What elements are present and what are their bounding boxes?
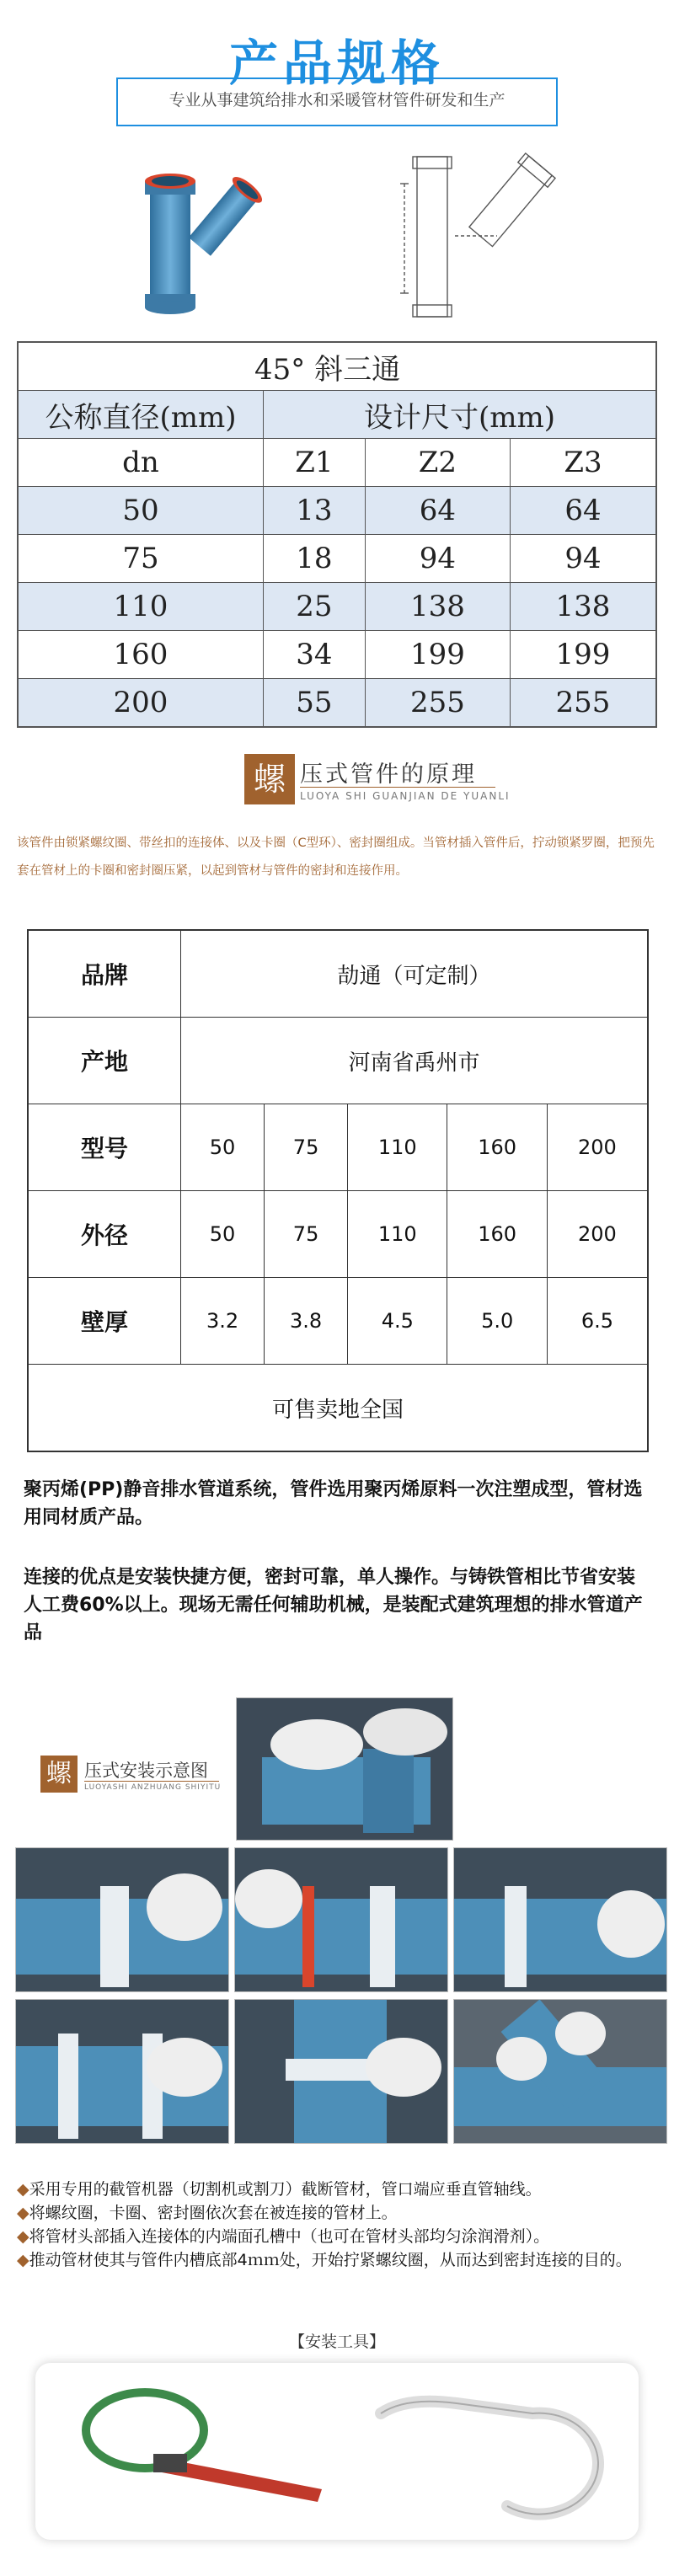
diamond-icon: ◆ bbox=[17, 2204, 29, 2222]
od-value: 200 bbox=[547, 1191, 648, 1278]
tools-panel bbox=[35, 2363, 639, 2540]
spec-table bbox=[17, 341, 657, 728]
spec-table-title: 45° 斜三通 bbox=[18, 342, 656, 391]
spec-cell: 18 bbox=[264, 535, 366, 583]
divider bbox=[84, 1781, 219, 1782]
strap-wrench-icon bbox=[69, 2380, 339, 2523]
wall-value: 6.5 bbox=[547, 1278, 648, 1365]
table-row bbox=[18, 679, 656, 728]
brand-value: 劼通（可定制） bbox=[181, 930, 649, 1018]
model-value: 110 bbox=[348, 1104, 447, 1191]
list-item bbox=[17, 2248, 657, 2272]
install-photo-3 bbox=[234, 1847, 448, 1992]
principle-badge: 螺 bbox=[244, 754, 295, 804]
spec-cell: 34 bbox=[264, 631, 366, 679]
divider bbox=[300, 787, 495, 788]
spec-cell: 94 bbox=[365, 535, 510, 583]
spec-head-design: 设计尺寸(mm) bbox=[264, 391, 657, 439]
spec-cell: 55 bbox=[264, 679, 366, 728]
step-text: 推动管材使其与管件内槽底部4ｍｍ处，开始拧紧螺纹圈，从而达到密封连接的目的。 bbox=[29, 2251, 632, 2269]
install-photo-6 bbox=[234, 1999, 448, 2144]
spec-cell: 138 bbox=[511, 583, 657, 631]
table-row bbox=[18, 631, 656, 679]
model-value: 50 bbox=[181, 1104, 265, 1191]
spec-cell: 255 bbox=[365, 679, 510, 728]
tools-title: 【安装工具】 bbox=[288, 2333, 385, 2351]
diamond-icon: ◆ bbox=[17, 2227, 29, 2246]
origin-value: 河南省禹州市 bbox=[181, 1018, 649, 1104]
spec-cell: 199 bbox=[511, 631, 657, 679]
od-value: 160 bbox=[447, 1191, 547, 1278]
diamond-icon: ◆ bbox=[17, 2180, 29, 2199]
page-subtitle: 专业从事建筑给排水和采暖管材管件研发和生产 bbox=[168, 91, 506, 110]
list-item bbox=[17, 2178, 657, 2201]
spec-cell: 50 bbox=[18, 487, 264, 535]
spec-cell: 138 bbox=[365, 583, 510, 631]
step-text: 采用专用的截管机器（切割机或割刀）截断管材，管口端应垂直管轴线。 bbox=[29, 2180, 542, 2199]
principle-subtitle: LUOYA SHI GUANJIAN DE YUANLI bbox=[300, 790, 511, 802]
list-item bbox=[17, 2225, 657, 2248]
step-text: 将管材头部插入连接体的内端面孔槽中（也可在管材头部均匀涂润滑剂）。 bbox=[29, 2227, 550, 2246]
spec-cell: 25 bbox=[264, 583, 366, 631]
install-photo-7 bbox=[453, 1999, 667, 2144]
spec-cell: 64 bbox=[365, 487, 510, 535]
od-value: 50 bbox=[181, 1191, 265, 1278]
od-value: 110 bbox=[348, 1191, 447, 1278]
spec-cell: 75 bbox=[18, 535, 264, 583]
table-row bbox=[18, 535, 656, 583]
wall-value: 3.8 bbox=[265, 1278, 348, 1365]
origin-label: 产地 bbox=[28, 1018, 181, 1104]
list-item bbox=[17, 2201, 657, 2225]
spec-subhead: Z1 bbox=[264, 439, 366, 487]
technical-drawing bbox=[371, 142, 573, 327]
model-value: 75 bbox=[265, 1104, 348, 1191]
wall-value: 4.5 bbox=[348, 1278, 447, 1365]
install-subtitle: LUOYASHI ANZHUANG SHIYITU bbox=[84, 1783, 222, 1792]
spec-cell: 94 bbox=[511, 535, 657, 583]
brand-label: 品牌 bbox=[28, 930, 181, 1018]
page-title: 产品规格 bbox=[228, 35, 445, 92]
spec-cell: 110 bbox=[18, 583, 264, 631]
od-label: 外径 bbox=[28, 1191, 181, 1278]
spec-cell: 64 bbox=[511, 487, 657, 535]
spec-cell: 13 bbox=[264, 487, 366, 535]
paragraph-material: 聚丙烯(PP)静音排水管道系统，管件选用聚丙烯原料一次注塑成型，管材选用同材质产品。 bbox=[24, 1479, 643, 1528]
spec-head-diameter: 公称直径(mm) bbox=[18, 391, 264, 439]
product-info-table bbox=[27, 929, 649, 1452]
spec-subhead: Z2 bbox=[365, 439, 510, 487]
wall-value: 5.0 bbox=[447, 1278, 547, 1365]
spec-cell: 200 bbox=[18, 679, 264, 728]
wall-label: 壁厚 bbox=[28, 1278, 181, 1365]
model-value: 200 bbox=[547, 1104, 648, 1191]
table-row bbox=[18, 487, 656, 535]
principle-title: 压式管件的原理 bbox=[300, 762, 477, 788]
sales-area: 可售卖地全国 bbox=[28, 1365, 648, 1452]
paragraph-advantages: 连接的优点是安装快捷方便，密封可靠，单人操作。与铸铁管相比节省安装 人工费60%以上。现场无需任何辅助机械，是装配式建筑理想的排水管道产品 bbox=[24, 1567, 643, 1643]
install-photo-2 bbox=[15, 1847, 229, 1992]
model-value: 160 bbox=[447, 1104, 547, 1191]
hook-spanner-icon bbox=[356, 2380, 608, 2523]
install-photo-5 bbox=[15, 1999, 229, 2144]
product-photo bbox=[126, 156, 270, 324]
spec-cell: 160 bbox=[18, 631, 264, 679]
install-title: 压式安装示意图 bbox=[84, 1761, 208, 1781]
spec-subhead: dn bbox=[18, 439, 264, 487]
diamond-icon: ◆ bbox=[17, 2251, 29, 2269]
install-photo-4 bbox=[453, 1847, 667, 1992]
model-label: 型号 bbox=[28, 1104, 181, 1191]
step-text: 将螺纹圈，卡圈、密封圈依次套在被连接的管材上。 bbox=[29, 2204, 398, 2222]
install-photo-1 bbox=[236, 1697, 453, 1841]
table-row bbox=[18, 583, 656, 631]
od-value: 75 bbox=[265, 1191, 348, 1278]
spec-subhead: Z3 bbox=[511, 439, 657, 487]
install-badge: 螺 bbox=[40, 1756, 78, 1793]
spec-cell: 255 bbox=[511, 679, 657, 728]
install-steps bbox=[17, 2178, 657, 2272]
wall-value: 3.2 bbox=[181, 1278, 265, 1365]
principle-text: 该管件由锁紧螺纹圈、带丝扣的连接体、以及卡圈（C型环）、密封圈组成。当管材插入管件后，拧动锁紧罗圈，把预先套在管材上的卡圈和密封圈压紧，以起到管材与管件的密封和连接作用。 bbox=[17, 836, 655, 878]
spec-cell: 199 bbox=[365, 631, 510, 679]
